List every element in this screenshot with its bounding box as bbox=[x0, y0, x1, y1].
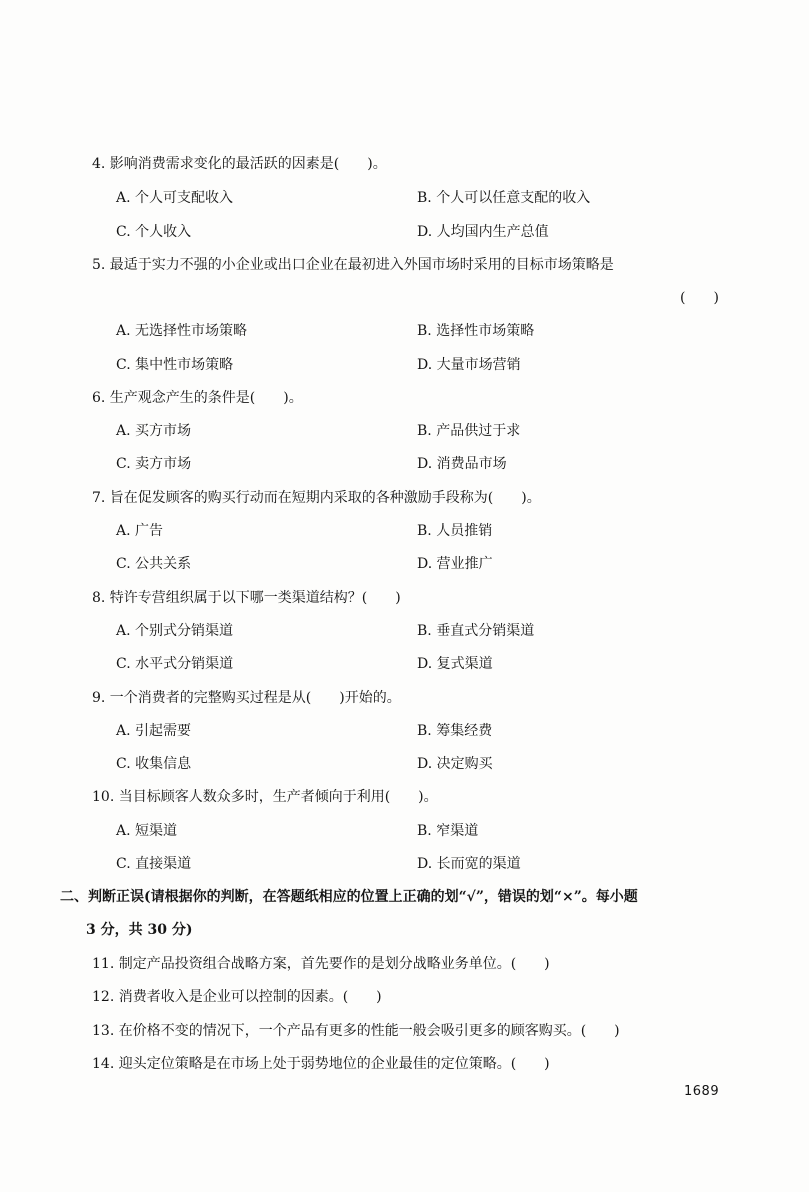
question-7-option-c: C. 公共关系 bbox=[116, 556, 192, 572]
question-9-option-c: C. 收集信息 bbox=[116, 756, 192, 772]
question-6-option-d: D. 消费品市场 bbox=[417, 456, 507, 472]
question-7-option-a: A. 广告 bbox=[116, 523, 164, 539]
question-4-option-b: B. 个人可以任意支配的收入 bbox=[417, 190, 591, 206]
question-6-option-a: A. 买方市场 bbox=[116, 423, 192, 439]
question-10-option-a: A. 短渠道 bbox=[116, 823, 178, 839]
question-9-option-d: D. 决定购买 bbox=[417, 756, 493, 772]
question-9-option-b: B. 筹集经费 bbox=[417, 723, 493, 739]
question-10-option-c: C. 直接渠道 bbox=[116, 856, 192, 872]
question-8-option-c: C. 水平式分销渠道 bbox=[116, 656, 234, 672]
question-5-option-c: C. 集中性市场策略 bbox=[116, 357, 234, 373]
question-5-option-d: D. 大量市场营销 bbox=[417, 357, 521, 373]
statement-14: 14. 迎头定位策略是在市场上处于弱势地位的企业最佳的定位策略。( ) bbox=[92, 1056, 550, 1072]
question-9-stem: 9. 一个消费者的完整购买过程是从( )开始的。 bbox=[92, 690, 401, 706]
question-8-option-d: D. 复式渠道 bbox=[417, 656, 493, 672]
question-5-option-a: A. 无选择性市场策略 bbox=[116, 323, 248, 339]
question-6-stem: 6. 生产观念产生的条件是( )。 bbox=[92, 390, 303, 406]
question-10-option-d: D. 长而宽的渠道 bbox=[417, 856, 521, 872]
question-8-option-b: B. 垂直式分销渠道 bbox=[417, 623, 535, 639]
page-number: 1689 bbox=[684, 1084, 720, 1099]
question-5-stem: 5. 最适于实力不强的小企业或出口企业在最初进入外国市场时采用的目标市场策略是 bbox=[92, 257, 614, 273]
statement-13: 13. 在价格不变的情况下，一个产品有更多的性能一般会吸引更多的顾客购买。( ) bbox=[92, 1023, 620, 1039]
question-4-option-c: C. 个人收入 bbox=[116, 224, 192, 240]
question-7-option-d: D. 营业推广 bbox=[417, 556, 493, 572]
question-8-stem: 8. 特许专营组织属于以下哪一类渠道结构？( ) bbox=[92, 590, 401, 606]
question-6-option-b: B. 产品供过于求 bbox=[417, 423, 521, 439]
question-5-answer-paren: ( ) bbox=[680, 290, 719, 306]
question-10-stem: 10. 当目标顾客人数众多时，生产者倾向于利用( )。 bbox=[92, 789, 438, 805]
question-5-option-b: B. 选择性市场策略 bbox=[417, 323, 535, 339]
question-6-option-c: C. 卖方市场 bbox=[116, 456, 192, 472]
question-4-option-a: A. 个人可支配收入 bbox=[116, 190, 234, 206]
question-7-stem: 7. 旨在促发顾客的购买行动而在短期内采取的各种激励手段称为( )。 bbox=[92, 490, 541, 506]
section-2-heading: 二、判断正误(请根据你的判断，在答题纸相应的位置上正确的划“√”，错误的划“×”。每小题 bbox=[60, 889, 638, 905]
statement-12: 12. 消费者收入是企业可以控制的因素。( ) bbox=[92, 989, 382, 1005]
question-10-option-b: B. 窄渠道 bbox=[417, 823, 479, 839]
question-9-option-a: A. 引起需要 bbox=[116, 723, 192, 739]
question-4-stem: 4. 影响消费需求变化的最活跃的因素是( )。 bbox=[92, 156, 387, 172]
section-2-heading-cont: 3 分，共 30 分) bbox=[86, 922, 193, 938]
question-8-option-a: A. 个别式分销渠道 bbox=[116, 623, 234, 639]
question-7-option-b: B. 人员推销 bbox=[417, 523, 493, 539]
statement-11: 11. 制定产品投资组合战略方案，首先要作的是划分战略业务单位。( ) bbox=[92, 956, 550, 972]
question-4-option-d: D. 人均国内生产总值 bbox=[417, 224, 549, 240]
